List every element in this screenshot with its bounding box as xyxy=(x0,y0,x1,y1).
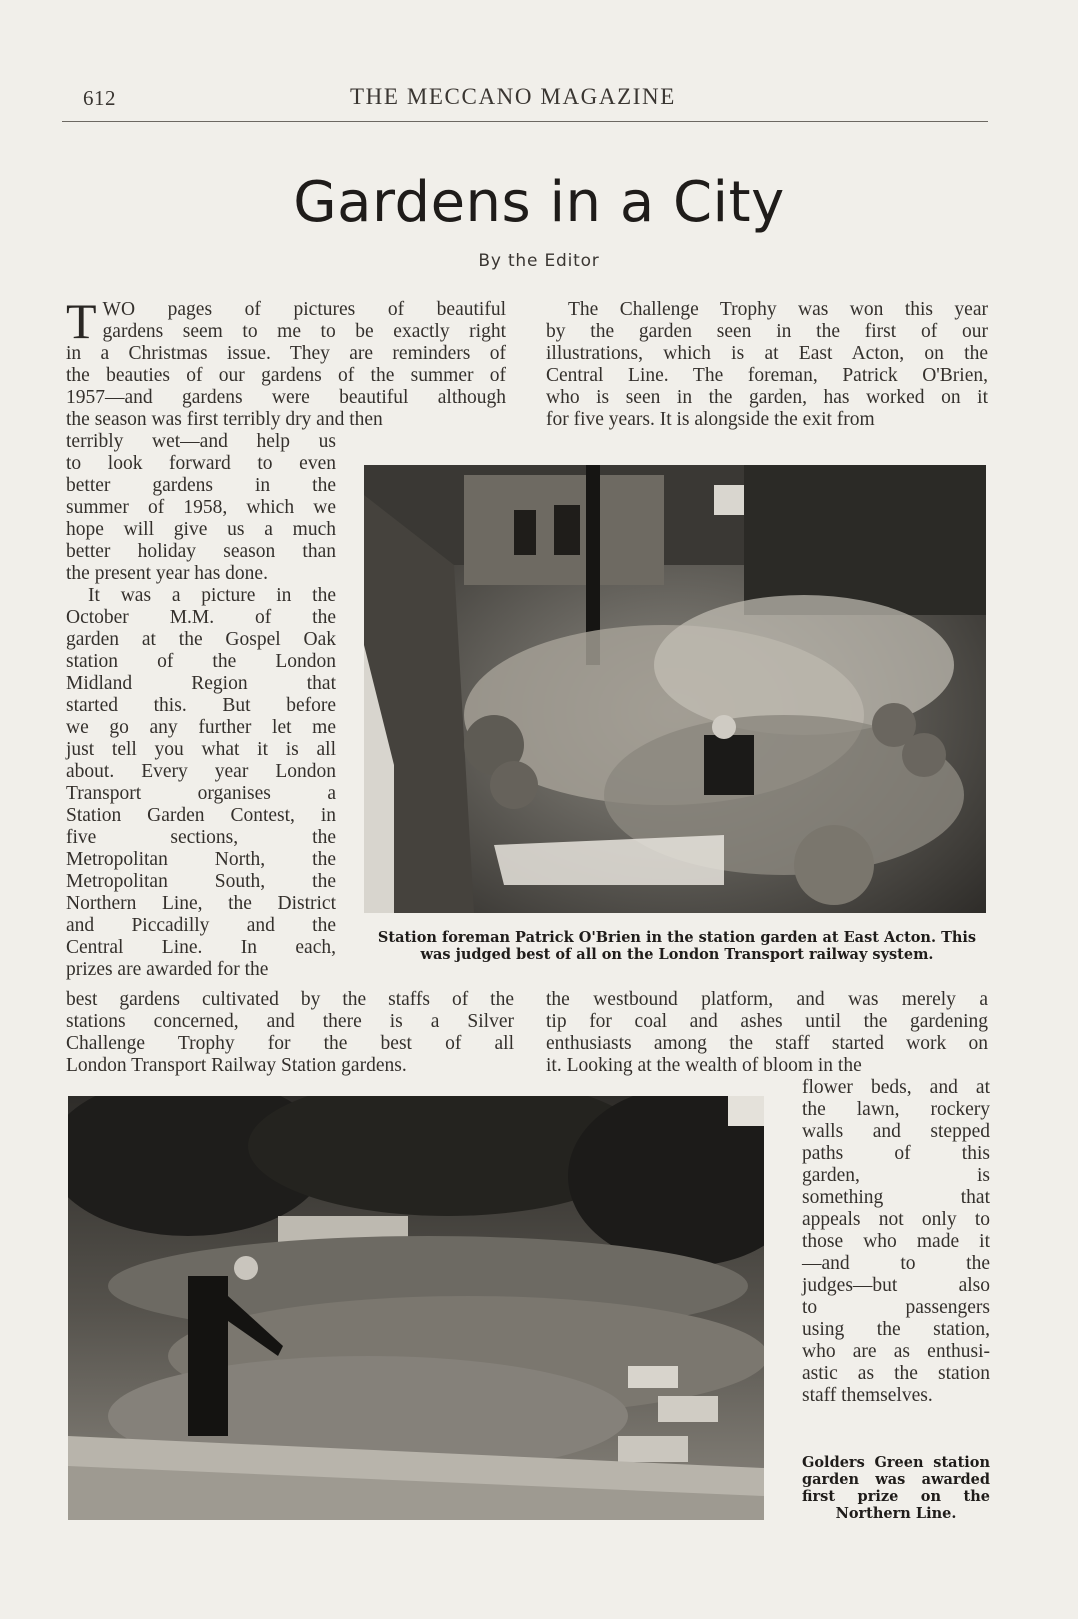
column-1-narrow-line: garden at the Gospel Oak xyxy=(66,629,336,650)
east-acton-garden-photo xyxy=(364,465,986,913)
column-1-narrow-line: Midland Region that xyxy=(66,673,336,694)
column-1-narrow-line: and Piccadilly and the xyxy=(66,915,336,936)
running-title: THE MECCANO MAGAZINE xyxy=(350,84,676,109)
column-2-narrow-line: flower beds, and at xyxy=(802,1077,990,1098)
page-number: 612 xyxy=(83,86,116,110)
golders-green-caption-line-2: garden was awarded xyxy=(802,1471,990,1488)
column-1-narrow-text xyxy=(66,431,336,981)
column-2-top-line: who is seen in the garden, has worked on it xyxy=(546,387,988,408)
golders-green-caption-line-1: Golders Green station xyxy=(802,1454,990,1471)
article-byline: By the Editor xyxy=(478,251,600,271)
column-2-narrow-line: something that xyxy=(802,1187,990,1208)
column-1-narrow-line: Northern Line, the District xyxy=(66,893,336,914)
column-1-narrow-line: station of the London xyxy=(66,651,336,672)
column-1-narrow-line: started this. But before xyxy=(66,695,336,716)
column-2-narrow-line: to passengers xyxy=(802,1297,990,1318)
column-1-top-line: the beauties of our gardens of the summer of xyxy=(66,365,506,386)
column-2-narrow-line: walls and stepped xyxy=(802,1121,990,1142)
column-1-top-line: in a Christmas issue. They are reminders of xyxy=(66,343,506,364)
column-1-narrow-line: to look forward to even xyxy=(66,453,336,474)
east-acton-caption xyxy=(364,929,990,963)
golders-green-caption-line-4: Northern Line. xyxy=(835,1505,957,1522)
column-1-narrow-line: It was a picture in the xyxy=(88,585,336,606)
column-1-narrow-line: Station Garden Contest, in xyxy=(66,805,336,826)
header-rule xyxy=(62,121,988,122)
column-1-narrow-line: October M.M. of the xyxy=(66,607,336,628)
column-2-top-line: The Challenge Trophy was won this year xyxy=(568,299,988,320)
column-2-middle-line: it. Looking at the wealth of bloom in the xyxy=(546,1055,862,1076)
column-1-top-line: 1957—and gardens were beautiful although xyxy=(66,387,506,408)
column-1-narrow-line: about. Every year London xyxy=(66,761,336,782)
column-1-narrow-line: prizes are awarded for the xyxy=(66,959,269,980)
column-2-narrow-line: who are as enthusi- xyxy=(802,1341,990,1362)
article-title: Gardens in a City xyxy=(293,170,785,235)
column-2-top-line: for five years. It is alongside the exit from xyxy=(546,409,875,430)
column-2-top-line: Central Line. The foreman, Patrick O'Brien, xyxy=(546,365,988,386)
golders-green-caption-line-3: first prize on the xyxy=(802,1488,990,1505)
column-1-narrow-line: Metropolitan North, the xyxy=(66,849,336,870)
column-2-narrow-line: those who made it xyxy=(802,1231,990,1252)
column-2-narrow-text xyxy=(802,1077,990,1407)
column-2-middle-line: the westbound platform, and was merely a xyxy=(546,989,988,1010)
column-1-narrow-line: Central Line. In each, xyxy=(66,937,336,958)
column-2-narrow-line: the lawn, rockery xyxy=(802,1099,990,1120)
column-1-narrow-line: better holiday season than xyxy=(66,541,336,562)
column-1-narrow-line: summer of 1958, which we xyxy=(66,497,336,518)
column-2-narrow-line: garden, is xyxy=(802,1165,990,1186)
drop-cap: T xyxy=(66,293,97,349)
column-2-top-line: by the garden seen in the first of our xyxy=(546,321,988,342)
column-1-narrow-line: just tell you what it is all xyxy=(66,739,336,760)
column-1-narrow-line: we go any further let me xyxy=(66,717,336,738)
column-2-top-line: illustrations, which is at East Acton, on the xyxy=(546,343,988,364)
column-2-middle-line: tip for coal and ashes until the gardening xyxy=(546,1011,988,1032)
column-1-bottom-line: best gardens cultivated by the staffs of the xyxy=(66,989,514,1010)
column-1-narrow-line: hope will give us a much xyxy=(66,519,336,540)
column-2-narrow-line: —and to the xyxy=(802,1253,990,1274)
column-2-narrow-line: staff themselves. xyxy=(802,1385,933,1406)
column-2-narrow-line: astic as the station xyxy=(802,1363,990,1384)
column-1-narrow-line: Metropolitan South, the xyxy=(66,871,336,892)
column-1-bottom-text xyxy=(66,989,514,1077)
column-1-narrow-line: better gardens in the xyxy=(66,475,336,496)
column-2-top-text xyxy=(546,299,988,431)
column-2-middle-line: enthusiasts among the staff started work on xyxy=(546,1033,988,1054)
column-2-narrow-line: judges—but also xyxy=(802,1275,990,1296)
golders-green-caption xyxy=(802,1454,990,1522)
golders-green-garden-photo xyxy=(68,1096,764,1520)
east-acton-caption-line-1: Station foreman Patrick O'Brien in the station garden at East Acton. This xyxy=(377,929,977,946)
column-1-bottom-line: London Transport Railway Station gardens. xyxy=(66,1055,407,1076)
column-2-middle-text xyxy=(546,989,988,1077)
column-2-narrow-line: appeals not only to xyxy=(802,1209,990,1230)
column-1-narrow-line: the present year has done. xyxy=(66,563,268,584)
column-1-top-line: the season was first terribly dry and then xyxy=(66,409,383,430)
column-1-narrow-line: terribly wet—and help us xyxy=(66,431,336,452)
column-1-top-line: gardens seem to me to be exactly right xyxy=(102,321,506,342)
column-1-top-text xyxy=(66,293,506,431)
column-1-narrow-line: five sections, the xyxy=(66,827,336,848)
column-1-bottom-line: stations concerned, and there is a Silver xyxy=(66,1011,514,1032)
column-1-narrow-line: Transport organises a xyxy=(66,783,336,804)
column-2-narrow-line: paths of this xyxy=(802,1143,990,1164)
column-2-narrow-line: using the station, xyxy=(802,1319,990,1340)
column-1-bottom-line: Challenge Trophy for the best of all xyxy=(66,1033,514,1054)
east-acton-caption-line-2: was judged best of all on the London Transport railway system. xyxy=(420,946,934,963)
column-1-top-line: WO pages of pictures of beautiful xyxy=(102,299,506,320)
